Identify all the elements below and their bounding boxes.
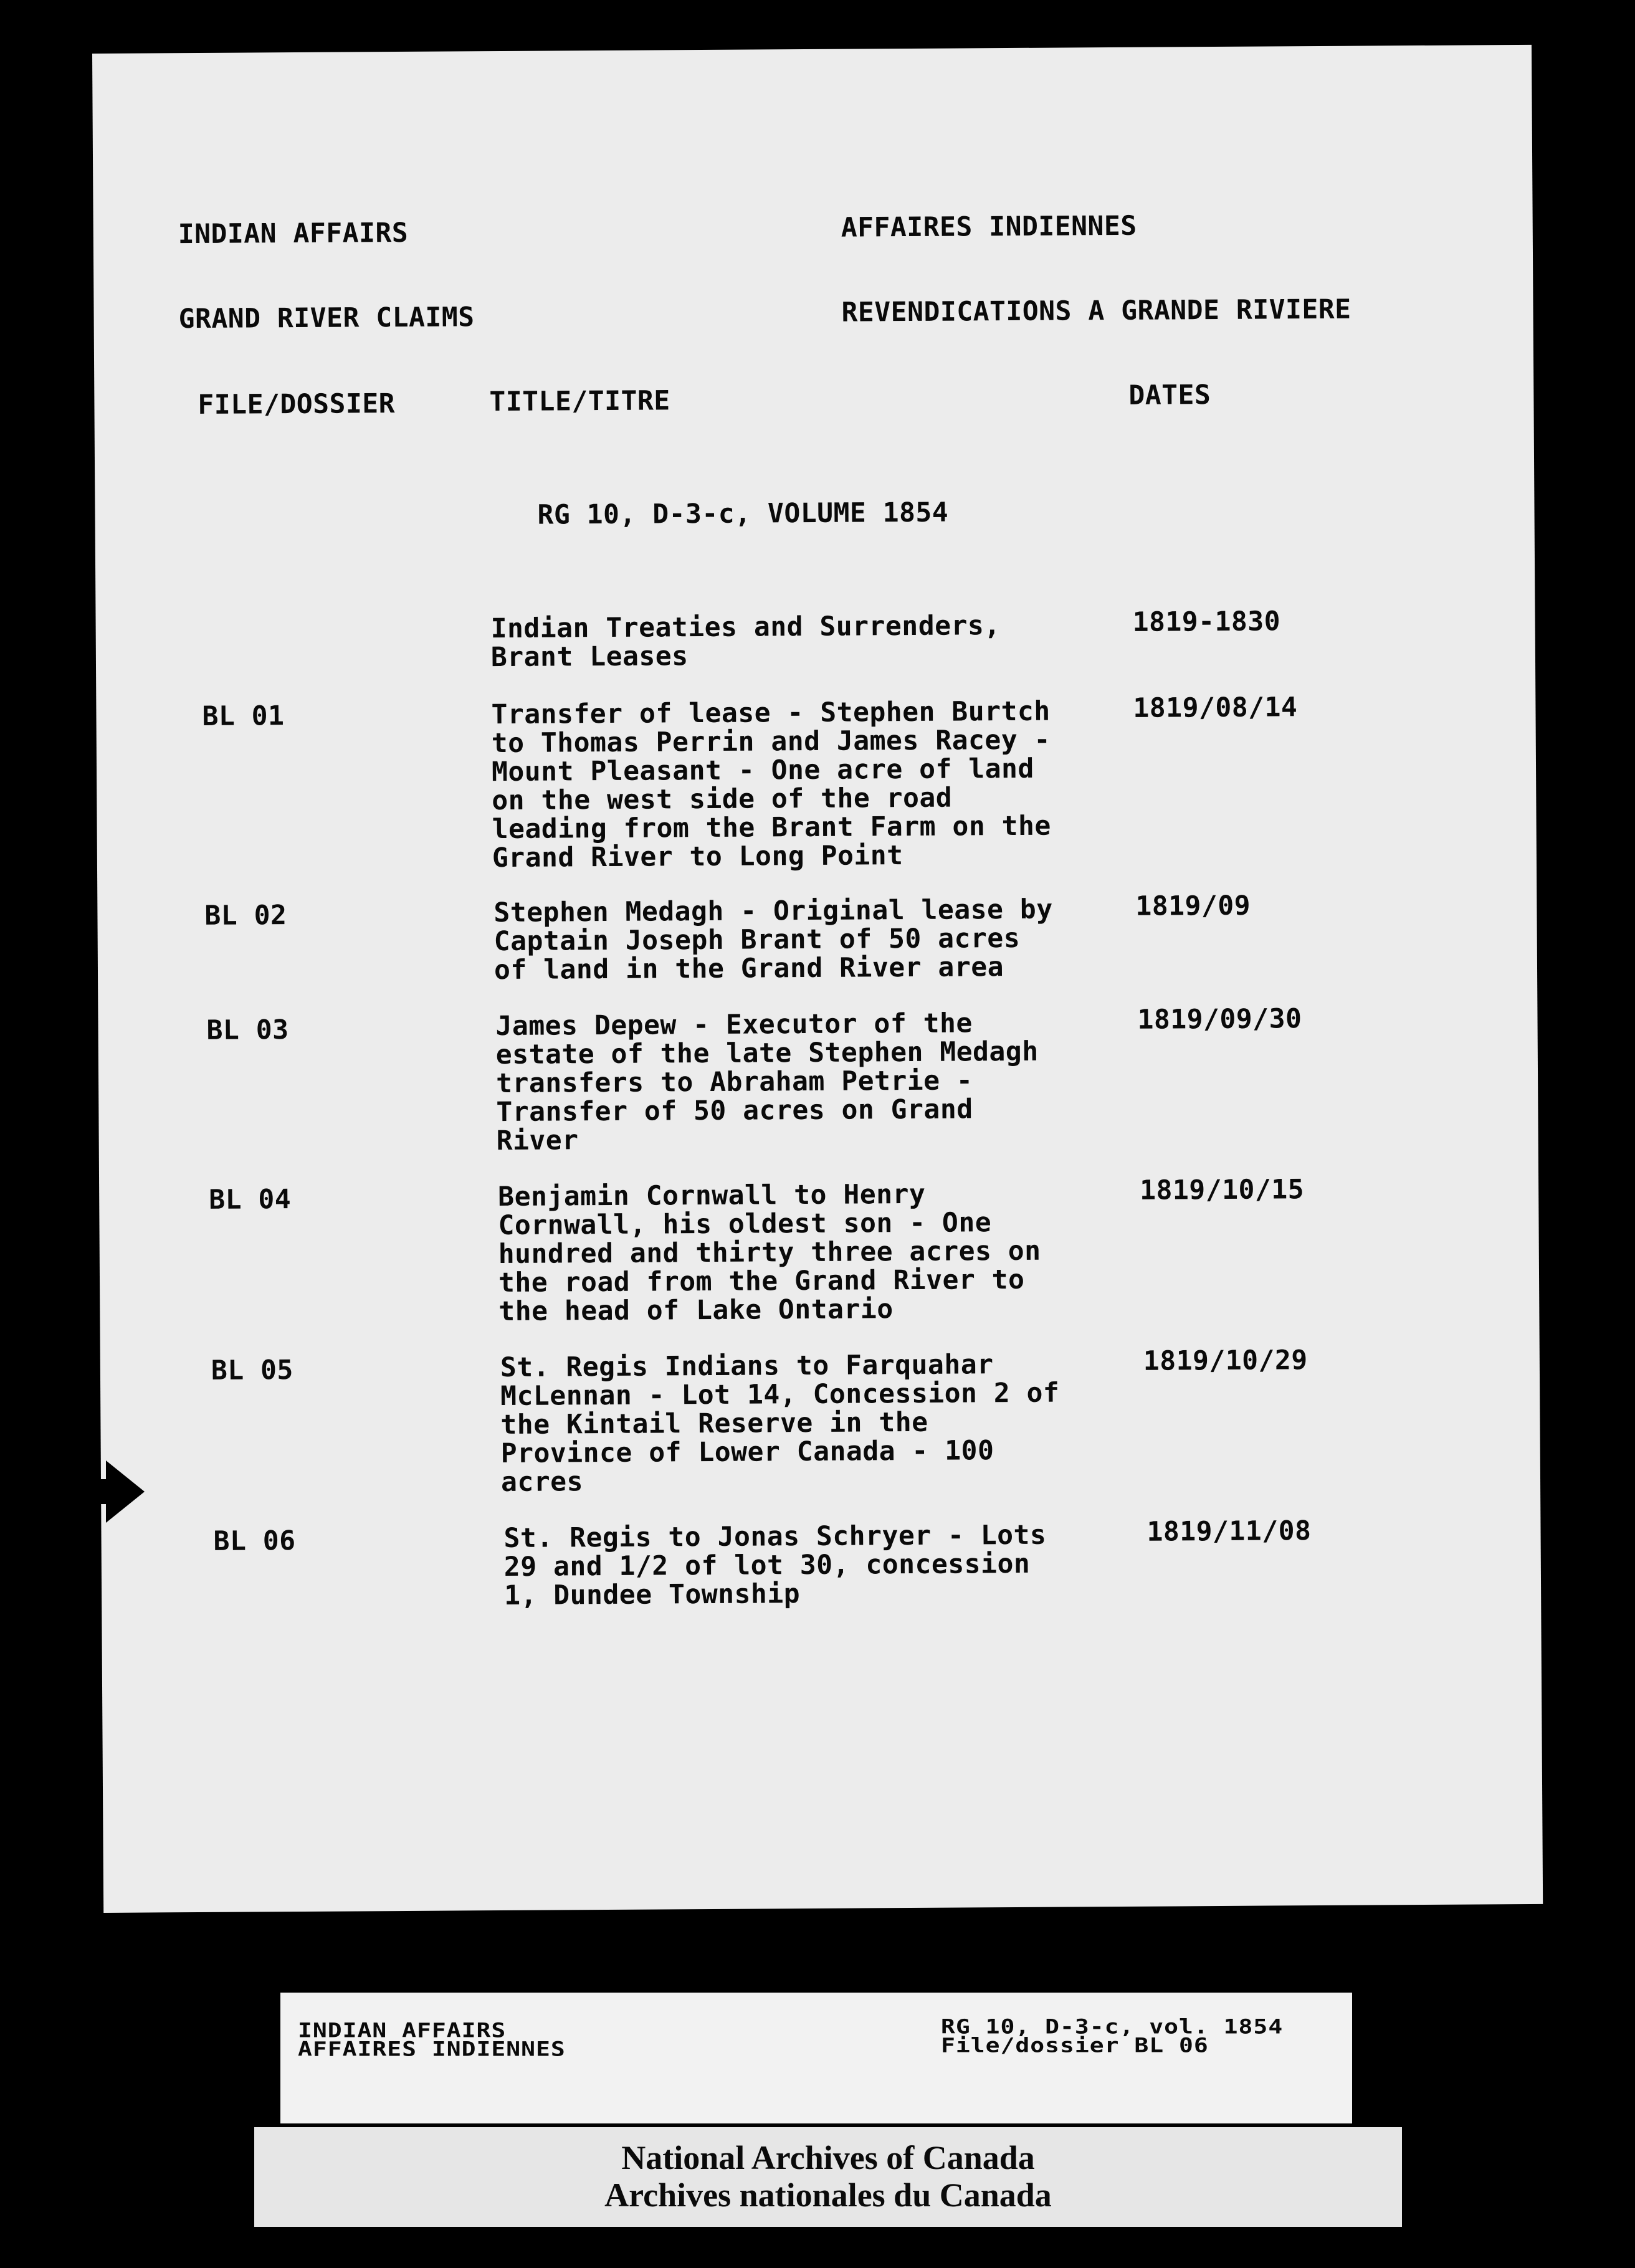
label-indian-affairs: INDIAN AFFAIRS bbox=[298, 2018, 507, 2042]
entry-title: James Depew - Executor of the estate of the late Stephen Medagh transfers to Abraham Petrie - Transfer of 50 acres on Grand River bbox=[495, 1008, 1039, 1157]
header-affaires-indiennes: AFFAIRES INDIENNES bbox=[841, 210, 1137, 244]
entry-file: BL 01 bbox=[202, 700, 285, 732]
entry-title: St. Regis Indians to Farquahar McLennan - Lot 14, Concession 2 of the Kintail Reserve in the Province of Lower Canada - 100 acres bbox=[500, 1349, 1060, 1498]
entry-date: 1819/10/15 bbox=[1140, 1174, 1305, 1206]
entry-date: 1819/11/08 bbox=[1146, 1515, 1312, 1548]
microfilm-label bbox=[280, 1993, 1352, 2123]
entry-title: Benjamin Cornwall to Henry Cornwall, his oldest son - One hundred and thirty three acres on the road from the Grand River to the head of Lake Ontario bbox=[498, 1178, 1041, 1328]
column-header-dates: DATES bbox=[1128, 379, 1211, 411]
label-file: File/dossier BL 06 bbox=[941, 2033, 1209, 2057]
entry-file: BL 02 bbox=[204, 900, 287, 932]
document-sheet bbox=[92, 45, 1543, 1913]
entry-file: BL 03 bbox=[206, 1014, 289, 1046]
archives-french: Archives nationales du Canada bbox=[604, 2176, 1052, 2214]
entry-file: BL 06 bbox=[213, 1525, 296, 1557]
entry-date: 1819-1830 bbox=[1132, 606, 1281, 638]
column-header-file: FILE/DOSSIER bbox=[198, 388, 396, 421]
arrow-right-icon bbox=[51, 1460, 145, 1523]
entry-file: BL 05 bbox=[211, 1355, 294, 1386]
column-header-title: TITLE/TITRE bbox=[489, 385, 670, 418]
entry-title: Transfer of lease - Stephen Burtch to Thomas Perrin and James Racey - Mount Pleasant - One acre of land on the west side of the road leading from the Brant Farm on the Grand River to Long Point bbox=[491, 695, 1051, 874]
entry-file: BL 04 bbox=[209, 1184, 292, 1216]
volume-heading: RG 10, D-3-c, VOLUME 1854 bbox=[537, 497, 949, 531]
entry-title: Stephen Medagh - Original lease by Captain Joseph Brant of 50 acres of land in the Grand River area bbox=[493, 893, 1053, 986]
entry-title: St. Regis to Jonas Schryer - Lots 29 and 1/2 of lot 30, concession 1, Dundee Township bbox=[503, 1519, 1047, 1612]
label-volume: RG 10, D-3-c, vol. 1854 bbox=[941, 2014, 1284, 2039]
label-affaires-indiennes: AFFAIRES INDIENNES bbox=[298, 2037, 566, 2061]
header-indian-affairs: INDIAN AFFAIRS bbox=[178, 217, 409, 250]
entry-title: Indian Treaties and Surrenders, Brant Leases bbox=[490, 610, 1001, 674]
entry-date: 1819/09/30 bbox=[1137, 1003, 1302, 1036]
header-grand-river-claims: GRAND RIVER CLAIMS bbox=[178, 302, 475, 335]
entry-date: 1819/09 bbox=[1135, 890, 1251, 922]
header-revendications: REVENDICATIONS A GRANDE RIVIERE bbox=[841, 293, 1351, 328]
archives-english: National Archives of Canada bbox=[621, 2139, 1035, 2176]
archives-footer bbox=[254, 2127, 1402, 2227]
entry-date: 1819/08/14 bbox=[1133, 692, 1298, 724]
entry-date: 1819/10/29 bbox=[1143, 1345, 1308, 1377]
